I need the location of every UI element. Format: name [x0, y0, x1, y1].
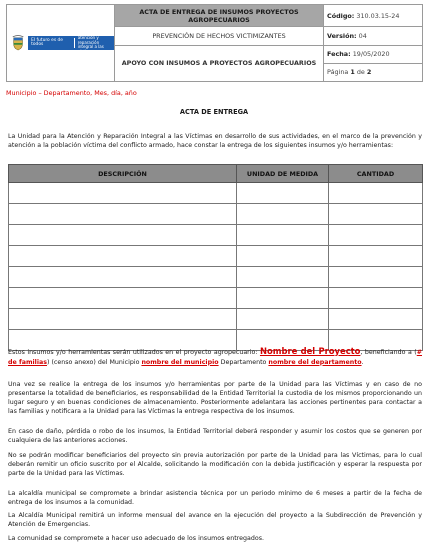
table-row — [9, 246, 423, 267]
table-cell[interactable] — [237, 204, 329, 225]
government-logo — [28, 30, 114, 54]
colombia-coat-of-arms-icon — [11, 34, 25, 52]
table-cell[interactable] — [9, 246, 237, 267]
table-row — [9, 204, 423, 225]
table-cell[interactable] — [237, 288, 329, 309]
document-title: ACTA DE ENTREGA DE INSUMOS PROYECTOS AGROPECUARIOS — [115, 5, 324, 27]
header-description: DESCRIPCIÓN — [9, 165, 237, 183]
header-unit: UNIDAD DE MEDIDA — [237, 165, 329, 183]
table-cell[interactable] — [9, 204, 237, 225]
assistance-paragraph: La alcaldía municipal se compromete a brindar asistencia técnica por un periodo mínimo de 6 meses a partir de la fecha de entrega de los insumos a la comunidad. — [8, 490, 422, 506]
table-cell[interactable] — [329, 309, 423, 330]
table-cell[interactable] — [9, 225, 237, 246]
table-cell[interactable] — [237, 309, 329, 330]
logo-left-text: El futuro es de todos — [31, 37, 64, 47]
table-cell[interactable] — [9, 267, 237, 288]
departamento-placeholder[interactable]: nombre del departamento — [268, 358, 362, 366]
modify-paragraph: No se podrán modificar beneficiarios del proyecto sin previa autorización por parte de la Unidad para las Víctimas, para lo cual deberán remitir un oficio suscrito por el Alcalde, solicitando la modificación con la debida justificación y esperar la respuesta por parte de la Unidad para las Víctimas. — [8, 452, 422, 477]
table-row — [9, 288, 423, 309]
damage-paragraph: En caso de daño, pérdida o robo de los insumos, la Entidad Territorial deberá responder y asumir los costos que se generen por cualquiera de las anteriores acciones. — [8, 428, 422, 444]
table-cell[interactable] — [9, 309, 237, 330]
version-cell: Versión: 04 — [324, 27, 423, 45]
table-row — [9, 183, 423, 204]
report-paragraph: La Alcaldía Municipal remitirá un informe mensual del avance en la ejecución del proyecto a la Subdirección de Prevención y Atención de Emergencias. — [8, 512, 422, 528]
table-cell[interactable] — [237, 225, 329, 246]
table-cell[interactable] — [9, 288, 237, 309]
table-cell[interactable] — [329, 225, 423, 246]
process-name: PREVENCIÓN DE HECHOS VICTIMIZANTES — [115, 27, 324, 45]
table-cell[interactable] — [237, 183, 329, 204]
document-page — [6, 4, 422, 82]
project-paragraph: Estos insumos y/o herramientas serán utilizados en el proyecto agropecuario: Nombre del Proyecto, beneficiando a (# de familias) (censo anexo) del Municipio nombre del municipio Departamento nombre del departamento. — [8, 346, 422, 366]
logo-cell — [7, 5, 115, 82]
families-placeholder[interactable]: # de familias — [8, 349, 422, 366]
table-cell[interactable] — [237, 267, 329, 288]
date-value: 19/05/2020 — [352, 49, 390, 58]
table-row — [9, 309, 423, 330]
items-table — [8, 164, 423, 351]
date-page-cell: Fecha: 19/05/2020 Página 1 de 2 — [324, 45, 423, 81]
table-row — [9, 225, 423, 246]
table-cell[interactable] — [329, 183, 423, 204]
table-cell[interactable] — [329, 267, 423, 288]
header-quantity: CANTIDAD — [329, 165, 423, 183]
table-cell[interactable] — [329, 288, 423, 309]
table-cell[interactable] — [329, 246, 423, 267]
location-date-line: Municipio – Departamento, Mes, día, año — [6, 89, 137, 97]
delivery-paragraph: Una vez se realice la entrega de los insumos y/o herramientas por parte de la Unidad para las Víctimas y en caso de no presentarse la totalidad de beneficiarios, es responsabilidad de la Entidad Territorial la custodia de los mismos proporcionando un lugar seguro y en buenas condiciones de almacenamiento. Posteriormente adelantara las acciones pertinentes para contactar a las familias y notificara a la Unidad para las Víctimas la entrega respectiva de los insumos. — [8, 381, 422, 415]
intro-paragraph: La Unidad para la Atención y Reparación Integral a las Víctimas en desarrollo de sus actividades, en el marco de la prevención y atención a la población víctima del conflicto armado, hace constar la entrega de los siguientes insumos y/o herramientas: — [8, 133, 422, 149]
municipio-placeholder[interactable]: nombre del municipio — [141, 358, 219, 366]
table-cell[interactable] — [329, 204, 423, 225]
acta-title: ACTA DE ENTREGA — [179, 108, 249, 116]
table-row — [9, 267, 423, 288]
program-name: APOYO CON INSUMOS A PROYECTOS AGROPECUARIOS — [115, 45, 324, 81]
code-cell: Código: 310.03.15-24 — [324, 5, 423, 27]
table-cell[interactable] — [237, 246, 329, 267]
page-number: Página 1 de 2 — [327, 67, 372, 76]
table-cell[interactable] — [9, 183, 237, 204]
logo-right-text: Unidad para la atención y reparación integral a las víctimas — [77, 30, 108, 54]
version-value: 04 — [358, 31, 367, 40]
community-paragraph: La comunidad se compromete a hacer uso adecuado de los insumos entregados. — [8, 535, 264, 542]
header-table — [6, 4, 423, 82]
code-value: 310.03.15-24 — [356, 11, 400, 20]
project-name-placeholder[interactable]: Nombre del Proyecto — [259, 346, 361, 356]
